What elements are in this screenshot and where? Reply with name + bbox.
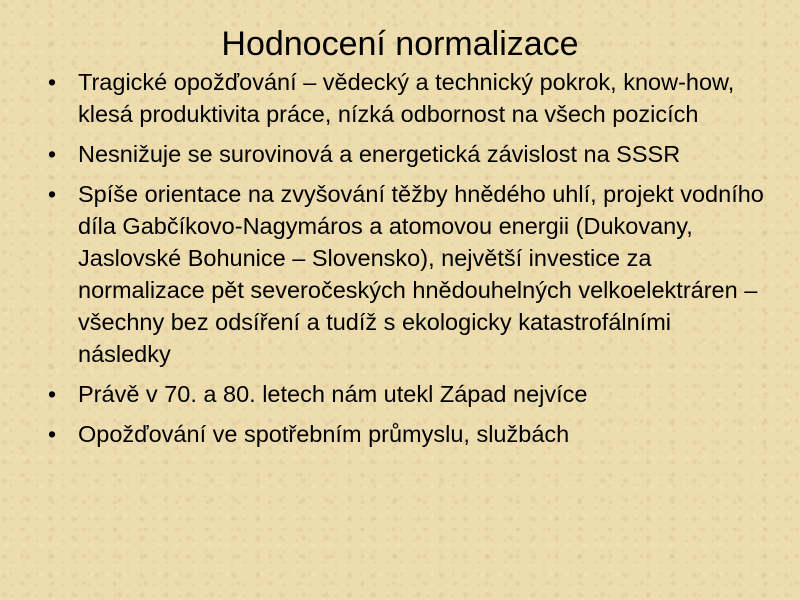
bullet-dot-icon: • — [48, 69, 57, 95]
bullet-text: Spíše orientace na zvyšování těžby hnědého uhlí, projekt vodního díla Gabčíkovo-Nagymáros a atomovou energii (Dukovany, Jaslovské Bohunice – Slovensko), největší investice za normalizace pět severočeských hnědouhelných velkoelektráren – všechny bez odsíření a tudíž s ekologicky katastrofálními následky — [78, 181, 764, 367]
bullet-item — [44, 418, 764, 450]
bullet-text: Právě v 70. a 80. letech nám utekl Západ nejvíce — [78, 381, 588, 407]
bullet-list — [44, 66, 764, 458]
bullet-item — [44, 138, 764, 170]
bullet-dot-icon: • — [48, 381, 57, 407]
slide-title: Hodnocení normalizace — [221, 25, 579, 63]
bullet-dot-icon: • — [48, 141, 57, 167]
bullet-item — [44, 378, 764, 410]
bullet-item — [44, 66, 764, 130]
bullet-text: Tragické opožďování – vědecký a technický pokrok, know-how, klesá produktivita práce, nízká odbornost na všech pozicích — [78, 69, 735, 127]
bullet-dot-icon: • — [48, 421, 57, 447]
bullet-text: Nesnižuje se surovinová a energetická závislost na SSSR — [78, 141, 681, 167]
bullet-dot-icon: • — [48, 181, 57, 207]
bullet-item — [44, 178, 764, 370]
bullet-text: Opožďování ve spotřebním průmyslu, službách — [78, 421, 570, 447]
